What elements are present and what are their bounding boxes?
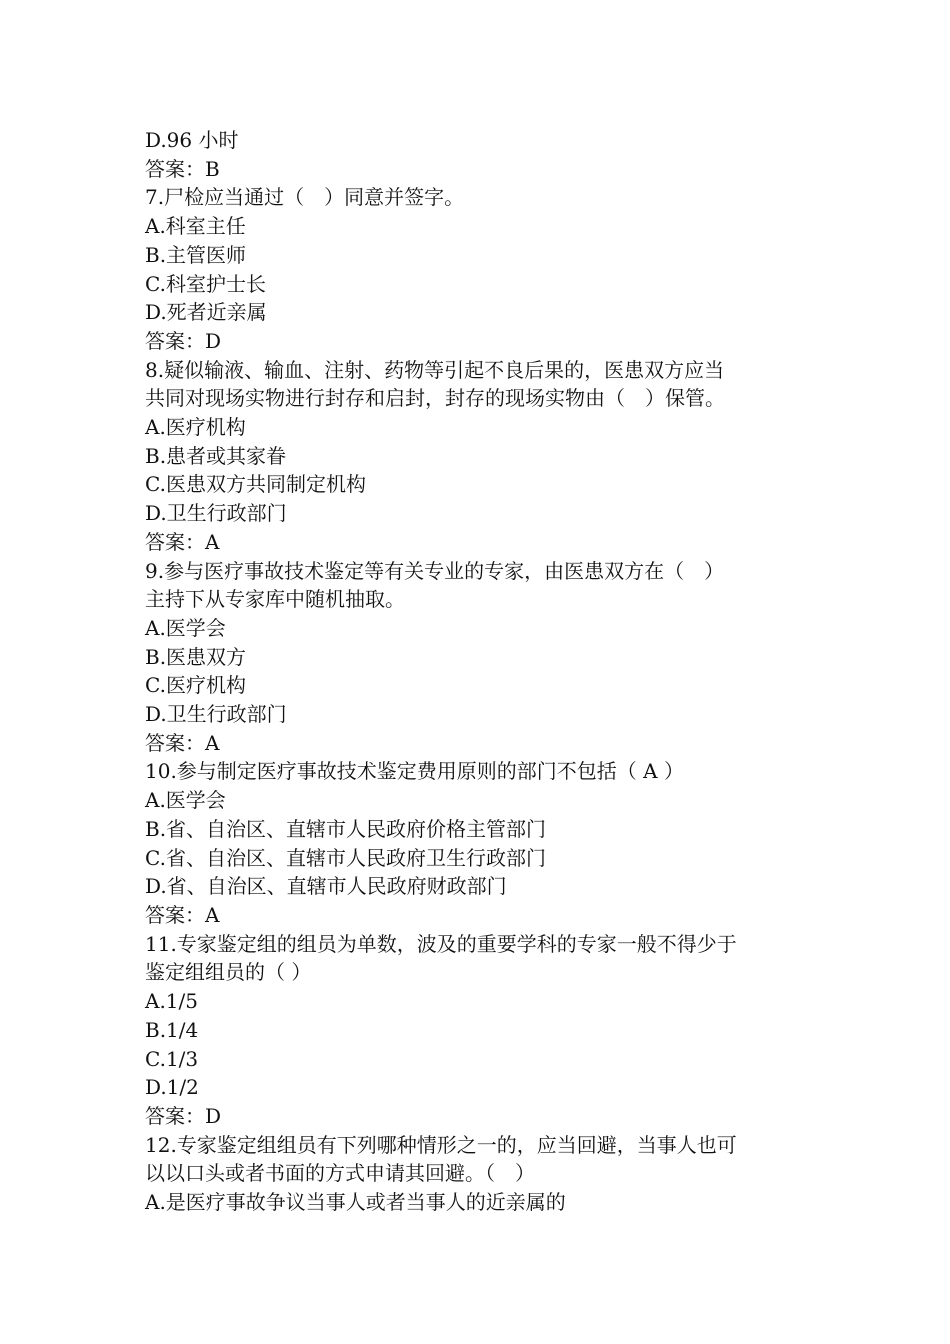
- text-line-q9-option-a: A.医学会: [145, 615, 226, 640]
- text-line-q12-question-1: 12.专家鉴定组组员有下列哪种情形之一的，应当回避，当事人也可: [145, 1132, 737, 1157]
- text-line-q6-option-d: D.96 小时: [145, 128, 239, 152]
- text-line-q11-answer: 答案：D: [145, 1103, 222, 1128]
- text-line-q11-question-2: 鉴定组组员的（ ）: [145, 960, 312, 985]
- text-line-q9-question-1: 9.参与医疗事故技术鉴定等有关专业的专家，由医患双方在（ ）: [145, 558, 725, 583]
- text-line-q8-option-a: A.医疗机构: [145, 415, 246, 440]
- text-line-q11-question-1: 11.专家鉴定组的组员为单数，波及的重要学科的专家一般不得少于: [145, 931, 737, 956]
- text-line-q9-answer: 答案：A: [145, 730, 220, 755]
- text-line-q8-answer: 答案：A: [145, 529, 220, 554]
- text-line-q10-question: 10.参与制定医疗事故技术鉴定费用原则的部门不包括（ A ）: [145, 759, 684, 784]
- text-line-q8-option-b: B.患者或其家眷: [145, 443, 287, 468]
- text-line-q11-option-c: C.1/3: [145, 1046, 199, 1071]
- text-line-q10-option-b: B.省、自治区、直辖市人民政府价格主管部门: [145, 816, 547, 841]
- text-line-q8-question-1: 8.疑似输液、输血、注射、药物等引起不良后果的，医患双方应当: [145, 357, 725, 382]
- text-line-q10-option-d: D.省、自治区、直辖市人民政府财政部门: [145, 874, 507, 899]
- document-page: [145, 126, 825, 1217]
- text-line-q11-option-a: A.1/5: [145, 989, 198, 1014]
- text-line-q11-option-d: D.1/2: [145, 1075, 199, 1100]
- text-line-q7-option-a: A.科室主任: [145, 214, 246, 239]
- text-line-q7-question: 7.尸检应当通过（ ）同意并签字。: [145, 185, 465, 210]
- text-line-q9-option-d: D.卫生行政部门: [145, 702, 287, 727]
- text-line-q12-question-2: 以以口头或者书面的方式申请其回避。（ ）: [145, 1161, 535, 1186]
- text-line-q9-option-b: B.医患双方: [145, 644, 247, 669]
- text-line-q10-answer: 答案：A: [145, 902, 220, 927]
- text-line-q7-option-d: D.死者近亲属: [145, 300, 267, 325]
- text-line-q7-answer: 答案：D: [145, 328, 222, 353]
- text-line-q7-option-b: B.主管医师: [145, 242, 247, 267]
- text-line-q7-option-c: C.科室护士长: [145, 271, 266, 296]
- text-line-q9-option-c: C.医疗机构: [145, 673, 246, 698]
- text-line-q6-answer: 答案：B: [145, 156, 220, 181]
- text-line-q8-option-d: D.卫生行政部门: [145, 501, 287, 526]
- text-line-q8-option-c: C.医患双方共同制定机构: [145, 472, 366, 497]
- text-line-q8-question-2: 共同对现场实物进行封存和启封，封存的现场实物由（ ）保管。: [145, 386, 725, 411]
- text-line-q12-option-a: A.是医疗事故争议当事人或者当事人的近亲属的: [145, 1190, 566, 1215]
- text-line-q11-option-b: B.1/4: [145, 1017, 199, 1042]
- text-line-q10-option-a: A.医学会: [145, 788, 226, 813]
- text-line-q9-question-2: 主持下从专家库中随机抽取。: [145, 587, 405, 612]
- text-line-q10-option-c: C.省、自治区、直辖市人民政府卫生行政部门: [145, 845, 546, 870]
